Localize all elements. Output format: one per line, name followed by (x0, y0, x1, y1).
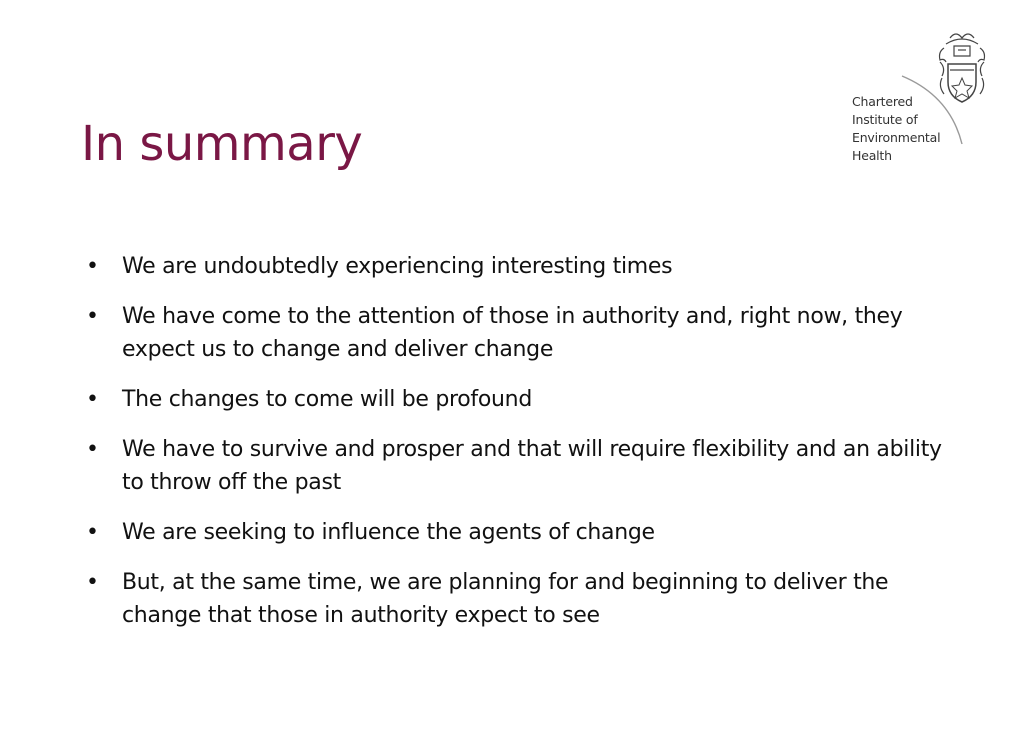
bullet-icon: • (86, 437, 99, 462)
slide-title: In summary (81, 116, 363, 172)
bullet-icon: • (86, 387, 99, 412)
bullet-list (86, 250, 966, 649)
bullet-text: We have come to the attention of those in authority and, right now, they expect us to change and deliver change (122, 304, 903, 362)
logo-line: Environmental (852, 130, 941, 145)
bullet-item (86, 250, 966, 283)
bullet-item (86, 383, 966, 416)
bullet-text: We have to survive and prosper and that will require flexibility and an ability to throw off the past (122, 437, 942, 495)
logo-line: Health (852, 148, 892, 163)
bullet-text: We are undoubtedly experiencing interesting times (122, 254, 673, 279)
bullet-icon: • (86, 520, 99, 545)
bullet-icon: • (86, 254, 99, 279)
bullet-icon: • (86, 570, 99, 595)
bullet-item (86, 433, 966, 499)
logo-line: Chartered (852, 94, 913, 109)
bullet-item (86, 516, 966, 549)
bullet-icon: • (86, 304, 99, 329)
bullet-item (86, 300, 966, 366)
bullet-text: The changes to come will be profound (122, 387, 532, 412)
bullet-text: But, at the same time, we are planning for and beginning to deliver the change that those in authority expect to see (122, 570, 889, 628)
logo-line: Institute of (852, 112, 918, 127)
bullet-text: We are seeking to influence the agents of change (122, 520, 655, 545)
logo-wordmark (852, 93, 940, 165)
organisation-logo (850, 26, 1000, 176)
bullet-item (86, 566, 966, 632)
